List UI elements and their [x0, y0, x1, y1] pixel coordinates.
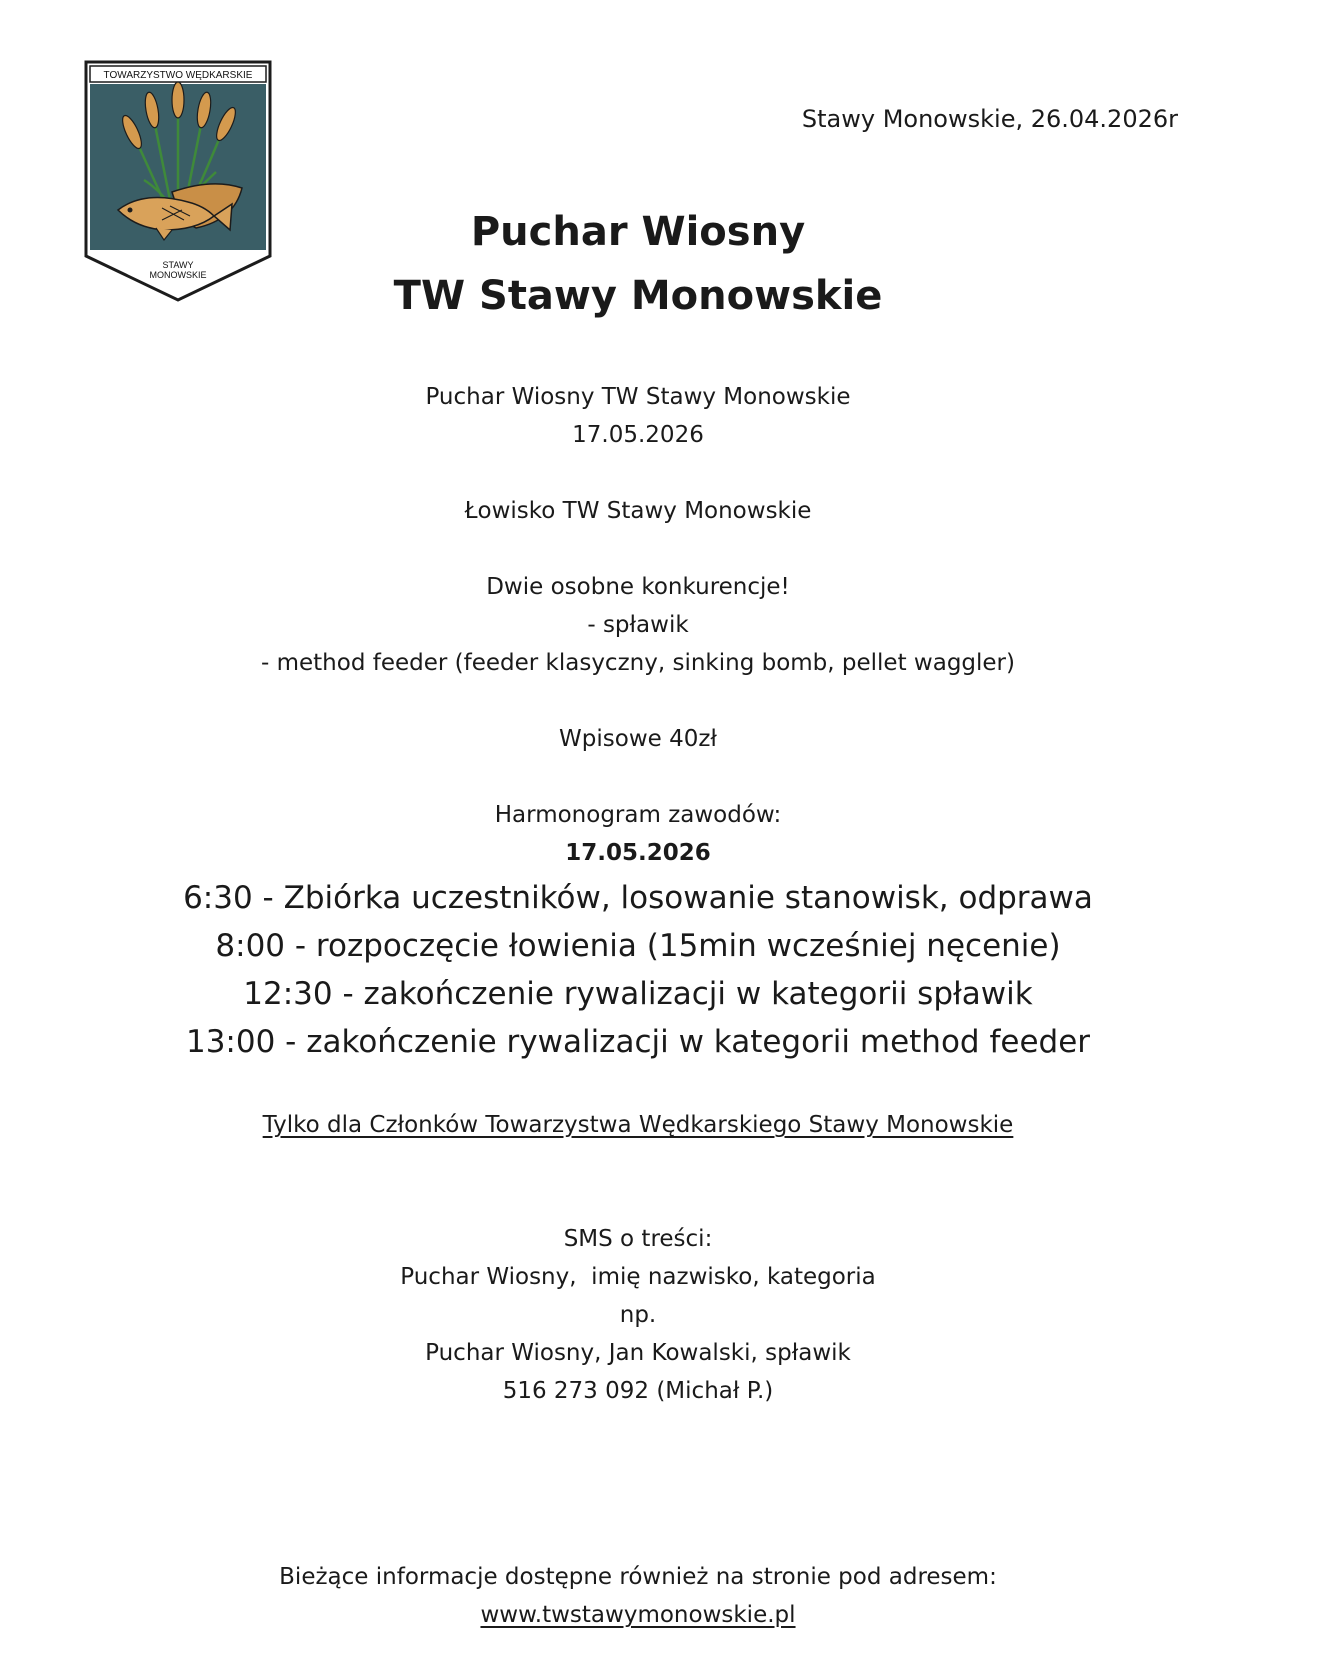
page-title	[0, 200, 1276, 328]
website-link[interactable]: www.twstawymonowskie.pl	[480, 1602, 796, 1628]
members-only-note	[0, 1106, 1276, 1144]
competitions	[0, 568, 1276, 682]
footer	[0, 1558, 1276, 1634]
event-venue: Łowisko TW Stawy Monowskie	[464, 498, 812, 524]
schedule-list	[0, 874, 1276, 1066]
competition-item: - method feeder (feeder klasyczny, sinking bomb, pellet waggler)	[260, 650, 1015, 676]
schedule-item: 13:00 - zakończenie rywalizacji w kategorii method feeder	[185, 1024, 1091, 1060]
place-date: Stawy Monowskie, 26.04.2026r	[801, 105, 1178, 133]
logo-top-text: TOWARZYSTWO WĘDKARSKIE	[103, 70, 253, 81]
schedule-heading: Harmonogram zawodów:	[494, 802, 782, 828]
event-name: Puchar Wiosny TW Stawy Monowskie	[425, 384, 851, 410]
members-only-text: Tylko dla Członków Towarzystwa Wędkarskiego Stawy Monowskie	[262, 1112, 1014, 1138]
schedule-item: 8:00 - rozpoczęcie łowienia (15min wcześniej nęcenie)	[215, 928, 1061, 964]
sms-heading: SMS o treści:	[563, 1226, 713, 1252]
logo-bottom-text-2: MONOWSKIE	[149, 270, 207, 280]
event-info	[0, 378, 1276, 454]
footer-info: Bieżące informacje dostępne również na stronie pod adresem:	[279, 1564, 997, 1590]
sms-phone: 516 273 092 (Michał P.)	[502, 1378, 774, 1404]
competition-item: - spławik	[587, 612, 689, 638]
competitions-heading: Dwie osobne konkurencje!	[486, 574, 790, 600]
schedule-date: 17.05.2026	[565, 840, 711, 866]
event-date: 17.05.2026	[572, 422, 704, 448]
sms-example-label: np.	[619, 1302, 657, 1328]
logo-bottom-text-1: STAWY	[162, 260, 194, 270]
entry-fee: Wpisowe 40zł	[559, 726, 717, 752]
schedule-item: 6:30 - Zbiórka uczestników, losowanie stanowisk, odprawa	[183, 880, 1093, 916]
schedule-item: 12:30 - zakończenie rywalizacji w kategorii spławik	[243, 976, 1033, 1012]
title-line-1: Puchar Wiosny	[470, 209, 806, 255]
schedule-header	[0, 796, 1276, 872]
title-line-2: TW Stawy Monowskie	[393, 273, 883, 319]
sms-info	[0, 1220, 1276, 1410]
sms-example: Puchar Wiosny, Jan Kowalski, spławik	[425, 1340, 851, 1366]
sms-format: Puchar Wiosny, imię nazwisko, kategoria	[400, 1264, 876, 1290]
